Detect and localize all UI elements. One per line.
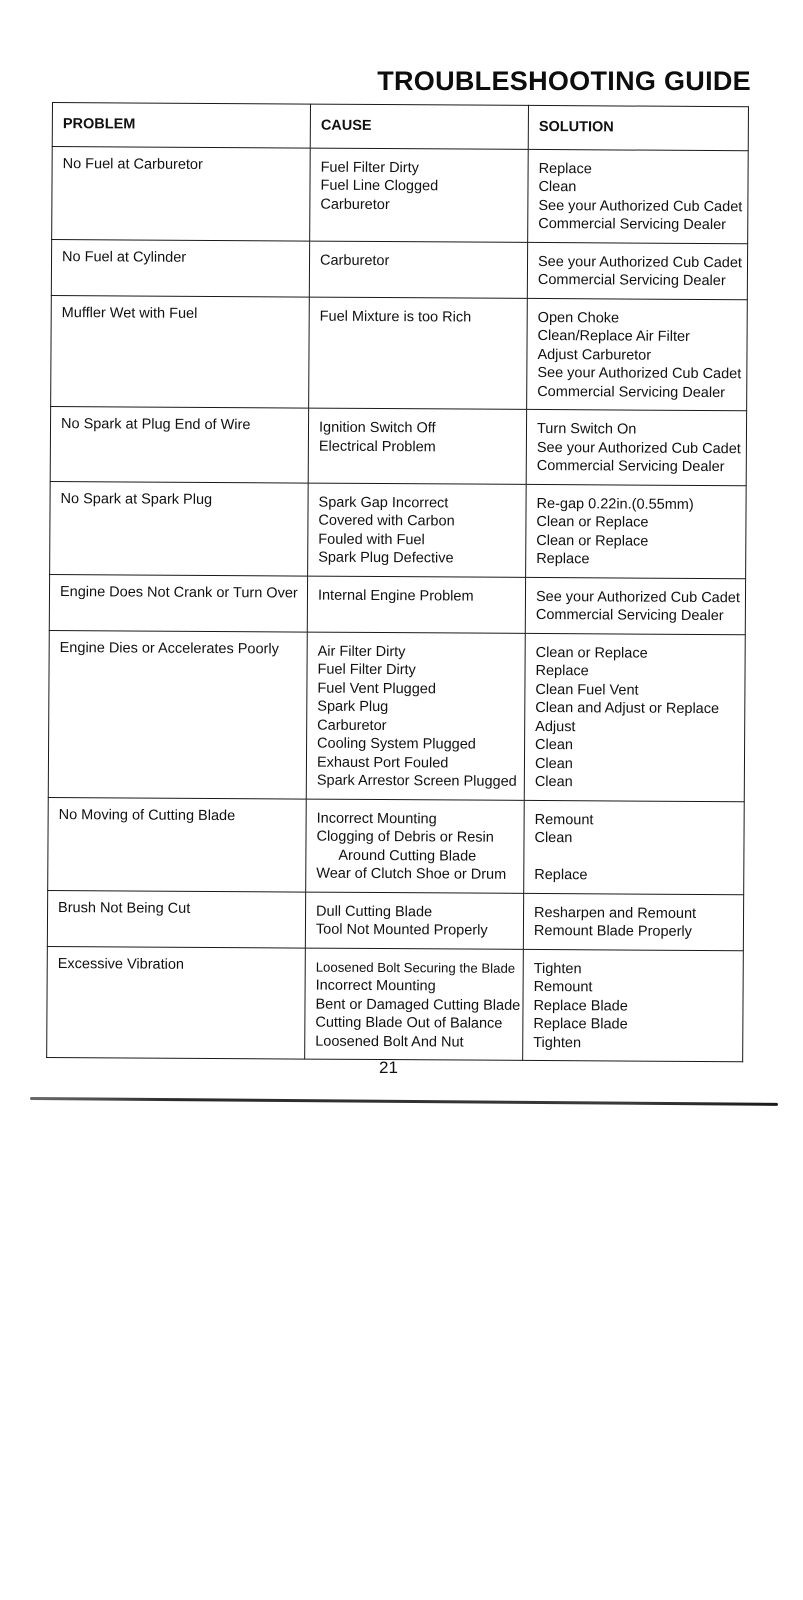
solution-cell <box>524 633 745 801</box>
solution-cell <box>528 149 749 243</box>
solution-cell <box>526 409 746 485</box>
cause-line: Exhaust Port Fouled <box>316 754 449 771</box>
problem-cell <box>48 797 307 892</box>
solution-line: Clean or Replace <box>536 513 649 531</box>
solution-cell <box>527 242 747 299</box>
cause-line: Bent or Damaged Cutting Blade <box>315 996 521 1014</box>
solution-line: Clean Fuel Vent <box>535 681 639 699</box>
cause-line: Wear of Clutch Shoe or Drum <box>316 865 507 883</box>
cause-cell <box>308 408 526 484</box>
solution-line: Replace <box>538 160 592 177</box>
cause-cell <box>306 799 525 893</box>
solution-line: See your Authorized Cub Cadet <box>535 588 740 606</box>
cause-line: Loosened Bolt And Nut <box>315 1033 464 1051</box>
solution-line: Tighten <box>533 1034 582 1051</box>
problem-cell <box>47 946 306 1059</box>
problem-text: Brush Not Being Cut <box>58 899 191 917</box>
solution-line: Adjust Carburetor <box>537 346 652 364</box>
solution-cell <box>523 949 744 1062</box>
cause-line: Carburetor <box>320 196 390 213</box>
solution-cell <box>525 577 745 634</box>
cause-line: Carburetor <box>319 252 390 269</box>
cause-line: Clogging of Debris or Resin <box>316 828 494 846</box>
solution-line <box>534 847 733 867</box>
cause-line: Fuel Vent Plugged <box>317 680 436 697</box>
solution-line: Commercial Servicing Dealer <box>535 606 724 625</box>
solution-line: Clean or Replace <box>536 532 649 550</box>
cause-line: Fuel Mixture is too Rich <box>319 308 472 326</box>
solution-line: Clean/Replace Air Filter <box>537 327 690 345</box>
solution-line: Clean <box>535 736 574 754</box>
solution-cell <box>523 893 743 950</box>
cause-cell <box>305 948 524 1061</box>
table-row <box>52 146 749 243</box>
problem-cell <box>50 406 308 482</box>
cause-line: Cutting Blade Out of Balance <box>315 1014 503 1032</box>
cause-line: Air Filter Dirty <box>317 643 406 660</box>
table-row <box>49 574 745 634</box>
solution-line: Commercial Servicing Dealer <box>537 383 726 401</box>
solution-line: Adjust <box>535 718 576 735</box>
solution-line: Replace <box>535 662 589 680</box>
bottom-rule <box>30 1097 778 1106</box>
cause-cell <box>310 148 529 242</box>
problem-text: No Moving of Cutting Blade <box>58 806 236 824</box>
solution-line: See your Authorized Cub Cadet <box>538 197 743 215</box>
cause-line: Dull Cutting Blade <box>316 903 433 920</box>
solution-line: Clean <box>534 755 573 772</box>
problem-cell <box>49 574 307 632</box>
cause-line: Cooling System Plugged <box>317 735 476 753</box>
solution-line: Remount Blade Properly <box>533 922 692 940</box>
cause-line: Spark Arrestor Screen Plugged <box>316 772 517 790</box>
cause-line: Ignition Switch Off <box>318 419 436 437</box>
table-row <box>48 797 745 894</box>
cause-line: Internal Engine Problem <box>317 587 474 605</box>
problem-text: Engine Dies or Accelerates Poorly <box>59 639 279 657</box>
cause-line: Fuel Filter Dirty <box>320 159 419 176</box>
table-row <box>51 295 748 411</box>
solution-cell <box>527 298 748 411</box>
problem-text: Muffler Wet with Fuel <box>61 304 198 322</box>
table-row <box>47 946 744 1062</box>
solution-line: Replace Blade <box>533 1015 628 1033</box>
table-row <box>50 406 746 485</box>
cause-line: Spark Gap Incorrect <box>318 494 449 511</box>
header-cause: CAUSE <box>310 104 528 149</box>
troubleshooting-table <box>46 102 749 1062</box>
table-header-row <box>52 103 748 151</box>
problem-text: No Fuel at Cylinder <box>62 248 187 266</box>
problem-cell <box>48 630 307 799</box>
solution-line: Clean <box>538 178 577 196</box>
problem-cell <box>50 481 309 576</box>
cause-line: Incorrect Mounting <box>316 810 437 827</box>
solution-line: Tighten <box>533 960 582 977</box>
solution-line: Resharpen and Remount <box>534 904 697 922</box>
cause-line: Carburetor <box>317 717 387 734</box>
solution-line: Clean and Adjust or Replace <box>535 699 720 718</box>
solution-line: Replace <box>536 550 590 568</box>
cause-line: Electrical Problem <box>318 438 436 455</box>
problem-text: Engine Does Not Crank or Turn Over <box>59 583 298 602</box>
cause-cell <box>305 892 523 949</box>
solution-line: Clean <box>534 773 573 791</box>
cause-cell <box>309 241 527 298</box>
solution-line: Commercial Servicing Dealer <box>538 215 727 234</box>
header-solution: SOLUTION <box>528 105 748 150</box>
problem-cell <box>51 295 310 408</box>
solution-cell <box>526 484 747 578</box>
problem-text: Excessive Vibration <box>57 955 185 973</box>
cause-cell <box>306 632 525 800</box>
cause-line: Fuel Filter Dirty <box>317 661 416 679</box>
cause-cell <box>309 297 528 410</box>
solution-line: Remount <box>534 811 594 828</box>
solution-cell <box>524 800 745 894</box>
cause-line: Fuel Line Clogged <box>320 177 439 195</box>
header-problem: PROBLEM <box>52 103 310 148</box>
table-body <box>47 146 749 1062</box>
solution-line: Commercial Servicing Dealer <box>537 271 726 290</box>
solution-line: Re-gap 0.22in.(0.55mm) <box>536 495 694 513</box>
cause-line: Incorrect Mounting <box>315 977 436 995</box>
problem-text: No Fuel at Carburetor <box>62 155 203 173</box>
solution-line: Open Choke <box>537 309 620 326</box>
problem-cell <box>47 890 305 948</box>
solution-line: Remount <box>533 978 593 996</box>
solution-line: Replace <box>534 866 588 884</box>
problem-cell <box>52 146 311 241</box>
problem-text: No Spark at Spark Plug <box>60 490 213 508</box>
solution-line: See your Authorized Cub Cadet <box>537 364 742 383</box>
table-row <box>51 239 747 299</box>
table-row <box>50 481 747 578</box>
solution-line: Turn Switch On <box>536 420 637 438</box>
page-number: 21 <box>379 1058 398 1077</box>
cause-cell <box>307 576 525 633</box>
solution-line: See your Authorized Cub Cadet <box>536 439 741 457</box>
problem-text: No Spark at Plug End of Wire <box>60 416 251 434</box>
table-row <box>48 630 745 801</box>
cause-line: Loosened Bolt Securing the Blade <box>315 959 516 976</box>
solution-line: Clean <box>534 829 573 847</box>
solution-line: Replace Blade <box>533 997 628 1015</box>
solution-line: See your Authorized Cub Cadet <box>537 253 743 271</box>
problem-cell <box>51 239 309 297</box>
cause-line: Tool Not Mounted Properly <box>315 921 488 939</box>
cause-cell <box>308 483 527 577</box>
table-row <box>47 890 743 950</box>
solution-line: Commercial Servicing Dealer <box>536 457 725 476</box>
cause-line: Spark Plug Defective <box>318 549 454 567</box>
page-title: TROUBLESHOOTING GUIDE <box>377 66 751 96</box>
cause-line: Spark Plug <box>317 698 389 716</box>
solution-line: Clean or Replace <box>535 644 648 662</box>
cause-line: Around Cutting Blade <box>338 847 477 865</box>
cause-line: Fouled with Fuel <box>318 531 425 548</box>
cause-line: Covered with Carbon <box>318 512 455 530</box>
